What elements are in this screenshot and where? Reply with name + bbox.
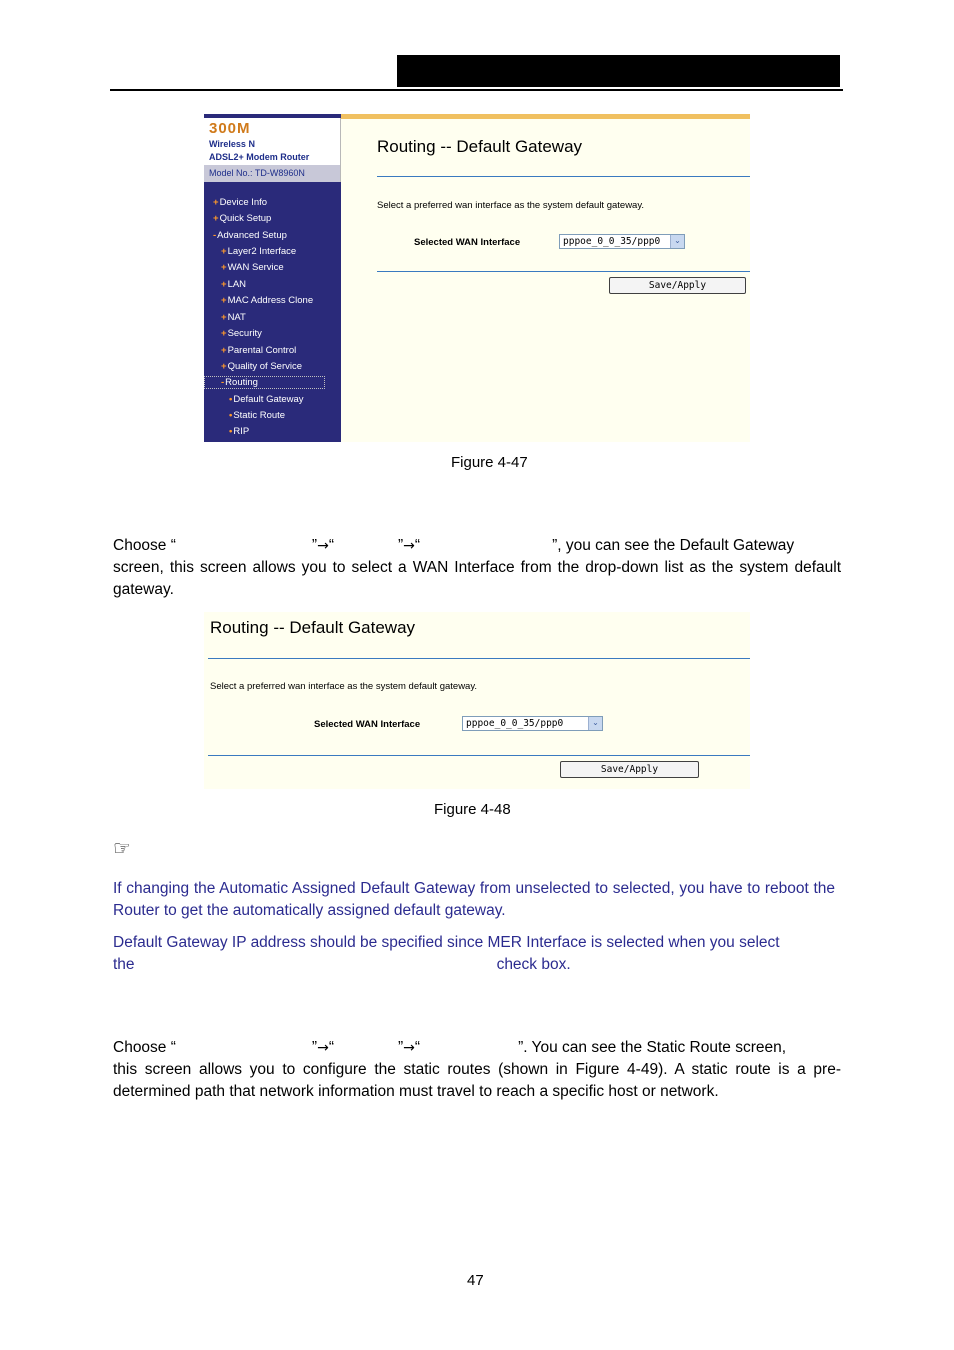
footer-divider: [208, 755, 750, 756]
nav-label: Advanced Setup: [217, 230, 287, 241]
nav-label: Parental Control: [227, 345, 297, 356]
nav-rip[interactable]: [229, 426, 249, 437]
brand-model-no: Model No.: TD-W8960N: [209, 168, 305, 178]
para-text: ”: [311, 537, 318, 554]
nav-advanced-setup[interactable]: [213, 230, 287, 241]
note-1: If changing the Automatic Assigned Default Gateway from unselected to selected, you have to reboot the Router to get the automatically assigned default gateway.: [113, 880, 835, 919]
wan-interface-value: pppoe_0_0_35/ppp0: [466, 718, 564, 729]
nav-marker: +: [221, 262, 227, 273]
para-text: ”, you can see the Default Gateway: [552, 537, 795, 554]
nav-marker: -: [221, 377, 225, 388]
figure-caption-2: Figure 4-48: [434, 801, 511, 818]
nav-label: NAT: [227, 312, 246, 323]
title-divider: [208, 658, 750, 659]
arrow-icon: →: [403, 538, 415, 554]
note-text: check box.: [496, 956, 571, 973]
nav-routing[interactable]: [205, 377, 324, 388]
para-text: Choose “: [113, 1039, 176, 1056]
page-title: Routing -- Default Gateway: [377, 137, 583, 156]
footer-divider: [377, 271, 750, 272]
brand-speed: 300M: [209, 120, 251, 137]
nav-default-gateway[interactable]: [229, 394, 304, 405]
nav-marker: +: [221, 246, 227, 257]
brand-line2: Wireless N: [209, 139, 255, 149]
nav-quick-setup[interactable]: [213, 213, 271, 224]
wan-interface-value: pppoe_0_0_35/ppp0: [563, 236, 661, 247]
chevron-down-icon: ⌄: [670, 235, 684, 248]
para-segment: [113, 535, 794, 557]
nav-quality-of-service[interactable]: [221, 361, 302, 372]
nav-marker: +: [221, 345, 227, 356]
para-text: “: [414, 537, 421, 554]
para-segment: [113, 1037, 786, 1059]
para-text: ”. You can see the Static Route screen,: [518, 1039, 787, 1056]
nav-lan[interactable]: [221, 279, 246, 290]
header-bar: [397, 55, 840, 87]
page-title: Routing -- Default Gateway: [210, 618, 416, 637]
para-text: “: [414, 1039, 421, 1056]
nav-label: WAN Service: [227, 262, 284, 273]
wan-interface-label: Selected WAN Interface: [314, 719, 421, 730]
nav-marker: +: [221, 295, 227, 306]
nav-marker: +: [221, 279, 227, 290]
paragraph-default-gateway: [113, 535, 841, 601]
nav-static-route[interactable]: [229, 410, 285, 421]
nav-label: MAC Address Clone: [227, 295, 314, 306]
nav-label: Static Route: [233, 410, 286, 421]
wan-interface-select[interactable]: [462, 716, 603, 731]
figure-router-page: [204, 612, 750, 789]
paragraph-rest: this screen allows you to configure the static routes (shown in Figure 4-49). A static route is a pre-determined path that network information must travel to reach a specific host or network.: [113, 1061, 841, 1100]
figure-router-ui: [204, 114, 750, 442]
arrow-icon: →: [317, 1040, 329, 1056]
note-text: the: [113, 956, 135, 973]
nav-marker: •: [229, 394, 233, 405]
nav-marker: +: [213, 197, 219, 208]
nav-label: Quick Setup: [219, 213, 272, 224]
save-apply-button[interactable]: Save/Apply: [560, 761, 699, 778]
nav-nat[interactable]: [221, 312, 246, 323]
nav-label: Security: [227, 328, 262, 339]
nav-label: Routing: [225, 377, 258, 388]
nav-mac-address-clone[interactable]: [221, 295, 313, 306]
wan-interface-label: Selected WAN Interface: [414, 237, 521, 248]
para-text: ”: [311, 1039, 318, 1056]
figure-caption-1: Figure 4-47: [451, 454, 528, 471]
nav-marker: +: [221, 361, 227, 372]
para-text: “: [328, 1039, 334, 1056]
nav-marker: +: [213, 213, 219, 224]
note-2: [113, 932, 835, 976]
header-rule: [110, 89, 843, 91]
title-divider: [377, 176, 750, 177]
brand-panel: [204, 118, 341, 182]
brand-model-bar: [204, 165, 340, 182]
nav-label: RIP: [233, 426, 250, 437]
save-apply-button[interactable]: Save/Apply: [609, 277, 746, 294]
paragraph-rest: screen, this screen allows you to select a WAN Interface from the drop-down list as the system default gateway.: [113, 559, 841, 598]
brand-line3: ADSL2+ Modem Router: [209, 152, 310, 162]
nav-label: Layer2 Interface: [227, 246, 297, 257]
nav-marker: -: [213, 230, 217, 241]
nav-parental-control[interactable]: [221, 345, 296, 356]
content-pane: [341, 119, 750, 442]
nav-layer2-interface[interactable]: [221, 246, 296, 257]
para-text: ”: [397, 1039, 404, 1056]
nav-marker: •: [229, 410, 233, 421]
page-description: Select a preferred wan interface as the system default gateway.: [377, 200, 645, 211]
para-text: Choose “: [113, 537, 176, 554]
note-2-line2: [113, 954, 835, 976]
nav-label: Default Gateway: [233, 394, 304, 405]
nav-marker: +: [221, 312, 227, 323]
pointing-hand-icon: ☞: [113, 836, 131, 860]
nav-marker: +: [221, 328, 227, 339]
paragraph-static-route: [113, 1037, 841, 1103]
paragraph-line1: [113, 1037, 841, 1059]
arrow-icon: →: [317, 538, 329, 554]
para-text: ”: [397, 537, 404, 554]
nav-label: Device Info: [219, 197, 268, 208]
page-number: 47: [467, 1272, 484, 1289]
nav-marker: •: [229, 426, 233, 437]
nav-label: LAN: [227, 279, 247, 290]
para-text: “: [328, 537, 334, 554]
wan-interface-select[interactable]: [559, 234, 685, 249]
chevron-down-icon: ⌄: [588, 717, 602, 730]
page-description: Select a preferred wan interface as the system default gateway.: [210, 681, 478, 692]
nav-label: Quality of Service: [227, 361, 303, 372]
nav-device-info[interactable]: [213, 197, 267, 208]
paragraph-line1: [113, 535, 841, 557]
nav-security[interactable]: [221, 328, 262, 339]
arrow-icon: →: [403, 1040, 415, 1056]
note-2-line1: Default Gateway IP address should be specified since MER Interface is selected when you select: [113, 934, 780, 951]
nav-wan-service[interactable]: [221, 262, 284, 273]
